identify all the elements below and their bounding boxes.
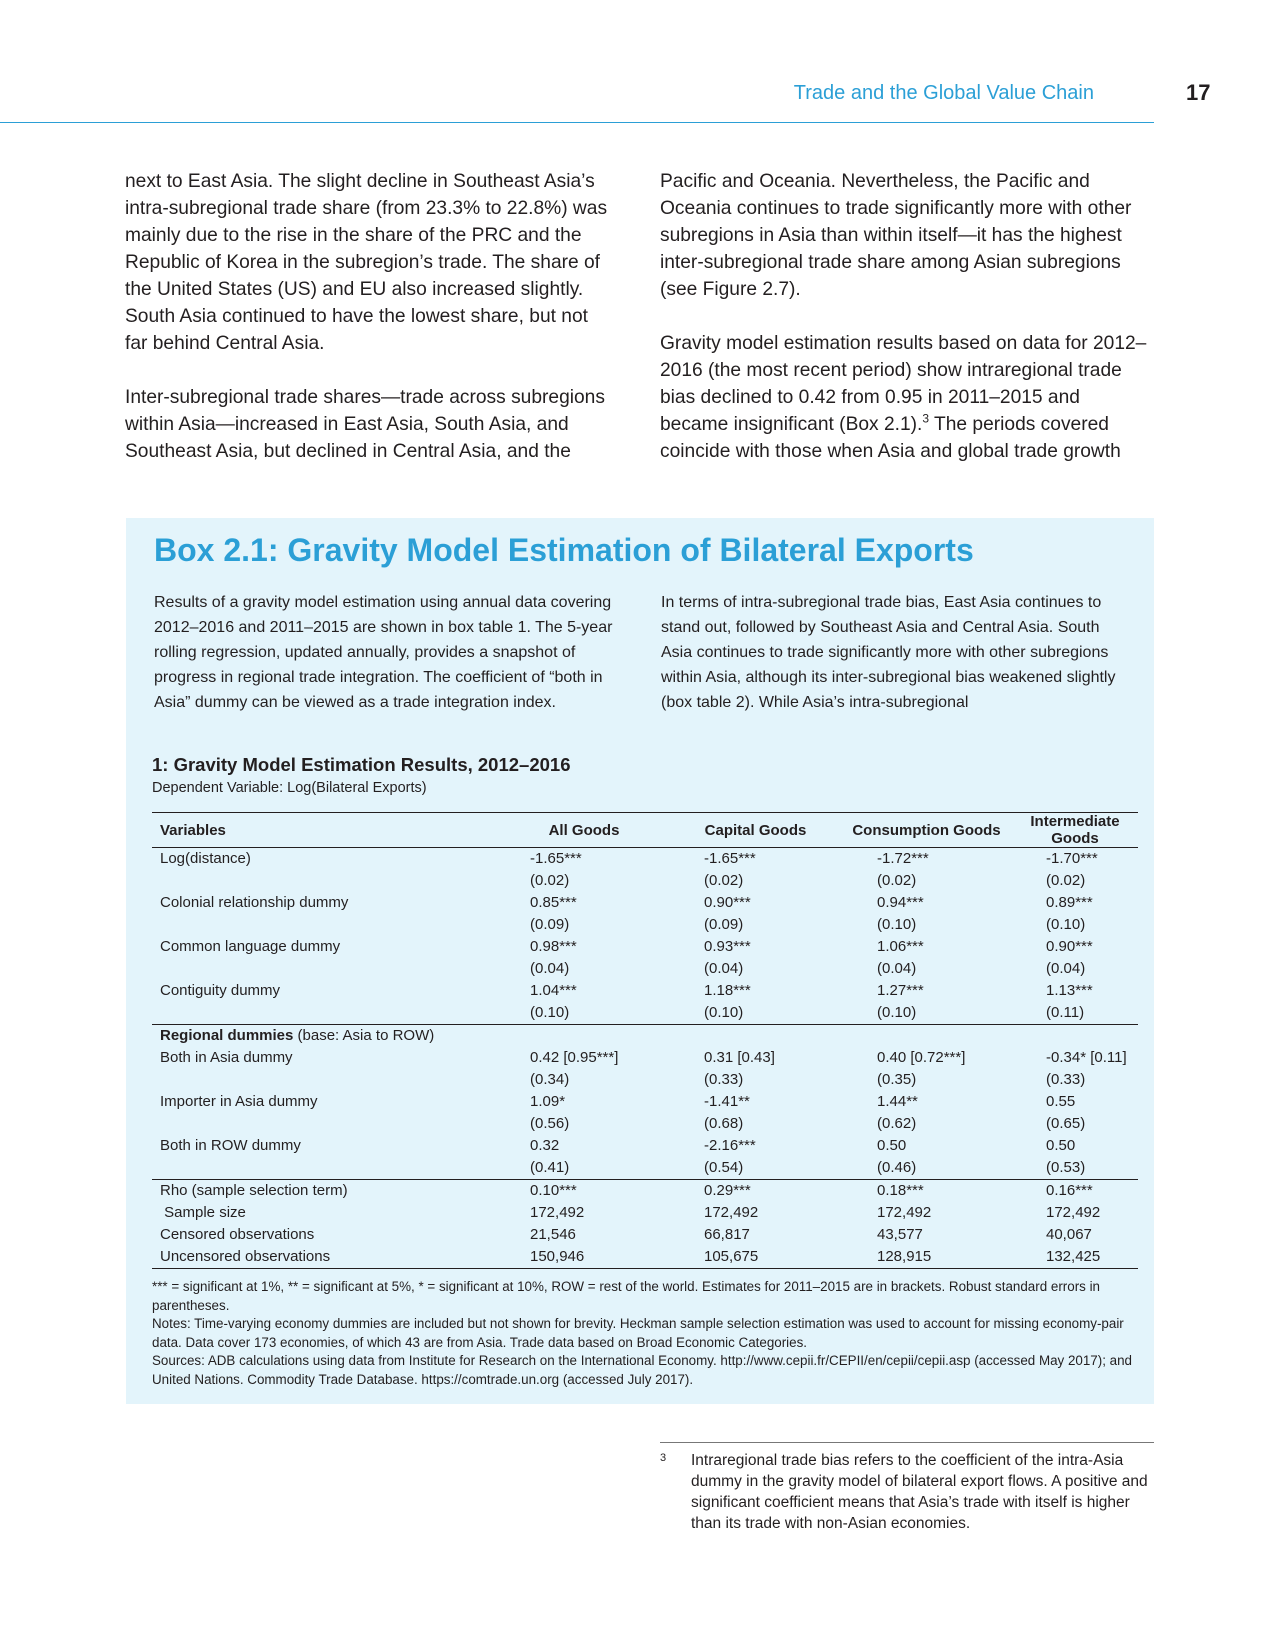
methodology-note: Notes: Time-varying economy dummies are included but not shown for brevity. Heckman sample selection estimation was used to account for missing economy-pair data. Data cover 173 economies, of which 43 are from Asia. Trade data based on Broad Economic Categories. (152, 1316, 1124, 1350)
cell-value: -1.70*** (1046, 850, 1098, 867)
body-text: Gravity model estimation results based on data for 2012–2016 (the most recent period) show intraregional trade bias declined to 0.42 from 0.95 in 2011–2015 and became insignificant (Box 2.1). (660, 333, 1147, 435)
column-header-all-goods: All Goods (498, 813, 670, 848)
cell-se: (0.10) (841, 1002, 1012, 1025)
cell-value: 172,492 (704, 1204, 759, 1221)
footnote-text: Intraregional trade bias refers to the coefficient of the intra-Asia dummy in the gravity model of bilateral export flows. A positive and significant coefficient means that Asia’s trade with itself is higher than its trade with non-Asian economies. (691, 1452, 1148, 1532)
column-header-consumption-goods: Consumption Goods (841, 813, 1012, 848)
body-paragraph: Pacific and Oceania. Nevertheless, the Pacific and Oceania continues to trade significantly more with other subregions in Asia than within itself—it has the highest inter-subregional trade share among Asian subregions (see Figure 2.7). (660, 171, 1132, 300)
box-column-left (154, 590, 624, 715)
cell-se: (0.35) (877, 1071, 917, 1088)
row-label: Both in Asia dummy (160, 1049, 293, 1066)
cell-value: 1.44** (877, 1093, 918, 1110)
cell-se: (0.04) (1046, 960, 1086, 977)
estimation-table (152, 812, 1138, 1269)
table-row (152, 1246, 1138, 1269)
cell-se: (0.33) (704, 1071, 744, 1088)
table-row (152, 980, 1138, 1002)
cell-value: 43,577 (877, 1226, 923, 1243)
cell-se: (0.10) (670, 1002, 841, 1025)
table-row (152, 1180, 1138, 1203)
cell-se: (0.33) (1046, 1071, 1086, 1088)
box-paragraph: In terms of intra-subregional trade bias, East Asia continues to stand out, followed by Southeast Asia and Central Asia. South Asia continues to trade significantly more with other subregions within Asia, although its inter-subregional bias weakened slightly (box table 2). While Asia’s intra-subregional (661, 594, 1116, 711)
cell-value: 132,425 (1012, 1246, 1138, 1269)
cell-se: (0.09) (704, 916, 744, 933)
cell-se: (0.02) (1046, 872, 1086, 889)
box-paragraph: Results of a gravity model estimation using annual data covering 2012–2016 and 2011–2015 are shown in box table 1. The 5-year rolling regression, updated annually, provides a snapshot of progress in regional trade integration. The coefficient of “both in Asia” dummy can be viewed as a trade integration index. (154, 594, 613, 711)
cell-se: (0.09) (530, 916, 570, 933)
cell-value: 0.55 (1046, 1093, 1076, 1110)
cell-se: (0.04) (877, 960, 917, 977)
table-row (152, 1224, 1138, 1246)
cell-se: (0.62) (877, 1115, 917, 1132)
section-label-bold: Regional dummies (160, 1027, 294, 1044)
cell-value: 0.10*** (530, 1182, 577, 1199)
cell-se: (0.04) (704, 960, 744, 977)
cell-value: 1.27*** (877, 982, 924, 999)
row-label: Censored observations (160, 1226, 315, 1243)
cell-value: -1.72*** (877, 850, 929, 867)
cell-value: 0.31 [0.43] (704, 1049, 775, 1066)
cell-value: 66,817 (704, 1226, 750, 1243)
cell-se: (0.11) (1012, 1002, 1138, 1025)
column-header-intermediate-goods: Intermediate Goods (1012, 813, 1138, 848)
cell-value: 0.89*** (1046, 894, 1093, 911)
page-number: 17 (1186, 80, 1211, 105)
cell-se: (0.56) (530, 1115, 570, 1132)
cell-se: (0.10) (1046, 916, 1086, 933)
body-column-left (125, 168, 613, 492)
table-subtitle: Dependent Variable: Log(Bilateral Exports) (152, 780, 427, 796)
cell-value: 0.93*** (704, 938, 751, 955)
cell-se: (0.68) (704, 1115, 744, 1132)
table-row-se (152, 1002, 1138, 1025)
row-label: Both in ROW dummy (160, 1137, 301, 1154)
section-label-base: (base: Asia to ROW) (293, 1027, 435, 1044)
cell-se: (0.41) (498, 1157, 670, 1180)
cell-value: 40,067 (1046, 1226, 1092, 1243)
table-row (152, 1047, 1138, 1069)
cell-se: (0.10) (498, 1002, 670, 1025)
running-header-title: Trade and the Global Value Chain (793, 82, 1094, 104)
table-row (152, 1202, 1138, 1224)
table-row (152, 1091, 1138, 1113)
cell-value: 0.16*** (1046, 1182, 1093, 1199)
row-label: Sample size (160, 1204, 246, 1221)
cell-value: 0.29*** (704, 1182, 751, 1199)
significance-note: *** = significant at 1%, ** = significant at 5%, * = significant at 10%, ROW = rest of the world. Estimates for 2011–2015 are in brackets. Robust standard errors in parentheses. (152, 1279, 1100, 1313)
cell-value: 150,946 (498, 1246, 670, 1269)
cell-value: 0.85*** (530, 894, 577, 911)
column-header-capital-goods: Capital Goods (670, 813, 841, 848)
cell-value: 172,492 (877, 1204, 932, 1221)
cell-value: 172,492 (530, 1204, 585, 1221)
cell-value: 172,492 (1046, 1204, 1101, 1221)
table-row (152, 936, 1138, 958)
table-row (152, 848, 1138, 871)
cell-se: (0.02) (704, 872, 744, 889)
cell-value: 0.18*** (877, 1182, 924, 1199)
cell-value: 105,675 (670, 1246, 841, 1269)
section-label (152, 1025, 1138, 1048)
cell-value: 0.32 (530, 1137, 560, 1154)
cell-value: 0.50 (1046, 1137, 1076, 1154)
body-paragraph: next to East Asia. The slight decline in Southeast Asia’s intra-subregional trade share (from 23.3% to 22.8%) was mainly due to the rise in the share of the PRC and the Republic of Korea in the subregion’s trade. The share of the United States (US) and EU also increased slightly. South Asia continued to have the lowest share, but not far behind Central Asia. (125, 171, 608, 354)
table-title: 1: Gravity Model Estimation Results, 2012–2016 (152, 754, 571, 775)
cell-se: (0.54) (670, 1157, 841, 1180)
footnote-number: 3 (660, 1452, 667, 1464)
row-label: Rho (sample selection term) (160, 1182, 348, 1199)
row-label: Importer in Asia dummy (160, 1093, 318, 1110)
body-column-right (660, 168, 1148, 492)
cell-value: -2.16*** (704, 1137, 756, 1154)
cell-value: -1.41** (704, 1093, 750, 1110)
table-row (152, 1135, 1138, 1157)
table-row-se (152, 870, 1138, 892)
footnote-reference[interactable]: 3 (922, 411, 930, 426)
row-label: Log(distance) (160, 850, 251, 867)
cell-se: (0.53) (1012, 1157, 1138, 1180)
header-rule (0, 122, 1154, 123)
cell-value: 0.94*** (877, 894, 924, 911)
results-table (152, 812, 1138, 1269)
cell-value: 0.90*** (1046, 938, 1093, 955)
cell-se: (0.34) (530, 1071, 570, 1088)
table-row (152, 892, 1138, 914)
cell-se: (0.65) (1046, 1115, 1086, 1132)
body-text: The periods covered coincide with those when Asia and global trade growth (660, 414, 1121, 462)
cell-se: (0.10) (877, 916, 917, 933)
cell-value: 0.98*** (530, 938, 577, 955)
column-header-variables: Variables (152, 813, 498, 848)
table-row-se (152, 1157, 1138, 1180)
section-header-row (152, 1025, 1138, 1048)
cell-value: 1.04*** (530, 982, 577, 999)
cell-value: 21,546 (530, 1226, 576, 1243)
row-label: Colonial relationship dummy (160, 894, 349, 911)
table-row-se (152, 1113, 1138, 1135)
cell-value: 0.50 (877, 1137, 907, 1154)
body-paragraph (660, 330, 1148, 465)
box-column-right (661, 590, 1131, 715)
cell-value: 0.90*** (704, 894, 751, 911)
table-notes (152, 1278, 1132, 1389)
table-row-se (152, 958, 1138, 980)
footnote-rule (660, 1442, 1154, 1443)
box-title: Box 2.1: Gravity Model Estimation of Bilateral Exports (154, 532, 974, 568)
cell-se: (0.04) (530, 960, 570, 977)
table-header-row (152, 813, 1138, 848)
row-label: Common language dummy (160, 938, 341, 955)
cell-value: 1.09* (530, 1093, 566, 1110)
row-label: Uncensored observations (152, 1246, 498, 1269)
body-paragraph: Inter-subregional trade shares—trade across subregions within Asia—increased in East Asia, South Asia, and Southeast Asia, but declined in Central Asia, and the (125, 387, 605, 462)
cell-value: 128,915 (841, 1246, 1012, 1269)
table-row-se (152, 914, 1138, 936)
cell-value: 0.40 [0.72***] (877, 1049, 966, 1066)
row-label: Contiguity dummy (160, 982, 281, 999)
cell-value: -1.65*** (530, 850, 582, 867)
box-2-1 (126, 518, 1154, 1404)
cell-se: (0.02) (530, 872, 570, 889)
cell-value: -1.65*** (704, 850, 756, 867)
cell-value: 1.06*** (877, 938, 924, 955)
cell-value: 1.13*** (1046, 982, 1093, 999)
sources-note: Sources: ADB calculations using data from Institute for Research on the International Economy. http://www.cepii.fr/CEPII/en/cepii/cepii.asp (accessed May 2017); and United Nations. Commodity Trade Database. https://comtrade.un.org (accessed July 2017). (152, 1353, 1132, 1387)
cell-value: 0.42 [0.95***] (530, 1049, 619, 1066)
cell-se: (0.02) (877, 872, 917, 889)
cell-se: (0.46) (841, 1157, 1012, 1180)
cell-value: 1.18*** (704, 982, 751, 999)
table-row-se (152, 1069, 1138, 1091)
cell-value: -0.34* [0.11] (1046, 1049, 1127, 1066)
